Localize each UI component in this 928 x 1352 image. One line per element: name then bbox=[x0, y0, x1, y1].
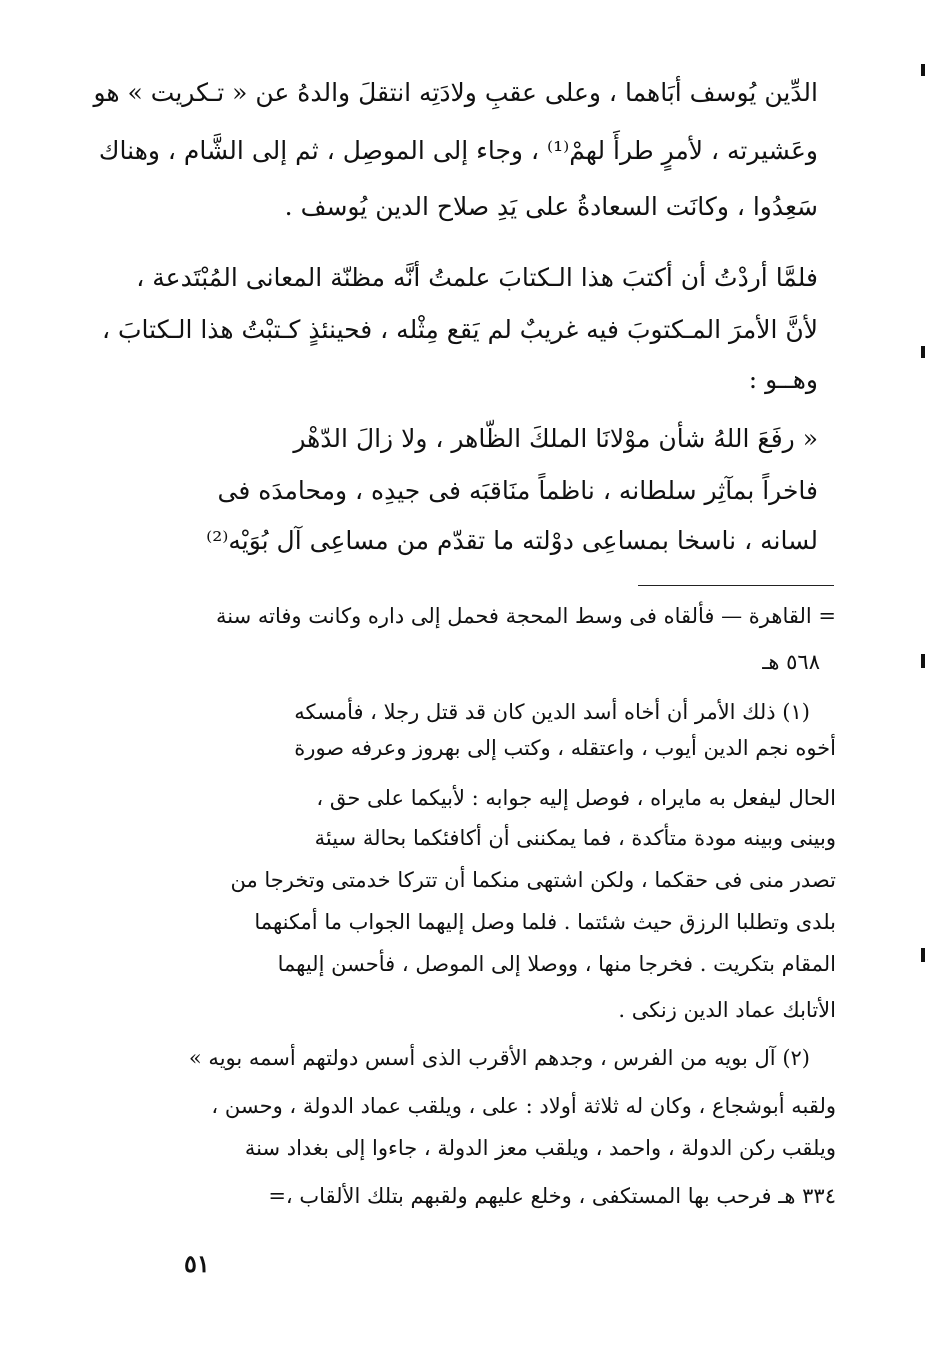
footnote-2-line: ولقبه أبوشجاع ، وكان له ثلاثة أولاد : على ، ويلقب عماد الدولة ، وحسن ، bbox=[211, 1094, 836, 1118]
footnote-2-line: ٣٣٤ هـ فرحب بها المستكفى ، وخلع عليهم ولقبهم بتلك الألقاب ،= bbox=[268, 1184, 836, 1208]
text-line: لسانه ، ناسخا بمساعِى دوْلته ما تقدّم من مساعِى آل بُوَيْه⁽²⁾ bbox=[206, 526, 818, 555]
margin-mark bbox=[921, 654, 925, 668]
footnote-1-line: المقام بتكريت . فخرجا منها ، ووصلا إلى الموصل ، فأحسن إليهما bbox=[277, 952, 836, 976]
footnote-1-line: الأتابك عماد الدين زنكى . bbox=[618, 998, 836, 1022]
footnote-2-line: (٢) آل بويه من الفرس ، وجدهم الأقرب الذى أسس دولتهم أسمه بويه » bbox=[188, 1046, 810, 1070]
page-number: ٥١ bbox=[184, 1249, 210, 1278]
footnote-1-line: أخوه نجم الدين أيوب ، واعتقله ، وكتب إلى بهروز وعرفه صورة bbox=[294, 736, 836, 760]
footnote-line: ٥٦٨ هـ bbox=[762, 650, 820, 674]
footnote-2-line: ويلقب ركن الدولة ، واحمد ، ويلقب معز الدولة ، جاءوا إلى بغداد سنة bbox=[244, 1136, 836, 1160]
text-line: الدِّين يُوسف أبَاهما ، وعلى عقبِ ولادَتِه انتقلَ والدهُ عن « تـكريت » هو bbox=[93, 78, 818, 107]
footnote-1-line: (١) ذلك الأمر أن أخاه أسد الدين كان قد قتل رجلا ، فأمسكه bbox=[294, 700, 810, 724]
text-line: لأنَّ الأمرَ المـكتوبَ فيه غريبٌ لم يَقع مِثْله ، فحينئذٍ كـتبْتُ هذا الـكتابَ ، bbox=[102, 315, 818, 344]
text-line: فاخراً بمآثِر سلطانه ، ناظماً منَاقبَه فى جيدِه ، ومحامدَه فى bbox=[217, 476, 818, 505]
text-line: « رفَعَ اللهُ شأن موْلانَا الملكَ الظّاهر ، ولا زالَ الدّهْر bbox=[293, 424, 818, 453]
text-line: وعَشيرته ، لأمرٍ طرأَ لهمْ⁽¹⁾ ، وجاء إلى الموصِل ، ثم إلى الشَّام ، وهناك bbox=[98, 136, 818, 165]
footnote-1-line: الحال ليفعل به مايراه ، فوصل إليه جوابه : لأبيكما على حق ، bbox=[316, 786, 836, 810]
footnote-1-line: بلدى وتطلبا الرزق حيث شئتما . فلما وصل إليهما الجواب ما أمكنهما bbox=[254, 910, 836, 934]
text-line: وهــو : bbox=[748, 365, 818, 394]
text-line: سَعِدُوا ، وكانَت السعادةُ على يَدِ صلاح الدين يُوسف . bbox=[284, 192, 818, 221]
footnote-1-line: تصدر منى فى حقكما ، ولكن اشتهى منكما أن تتركا خدمتى وتخرجا من bbox=[230, 868, 836, 892]
margin-mark bbox=[921, 948, 925, 962]
margin-mark bbox=[921, 64, 925, 76]
footnotes bbox=[172, 0, 836, 1240]
footnote-1-line: وبينى وبينه مودة متأكدة ، فما يمكننى أن أكافئكما بحالة سيئة bbox=[314, 826, 836, 850]
footnote-line: = القاهرة — فألقاه فى وسط المحجة فحمل إلى داره وكانت وفاته سنة bbox=[215, 604, 836, 628]
text-line: فلمَّا أردْتُ أن أكتبَ هذا الـكتابَ علمتُ أنَّه مظنّة المعانى المُبْتَدعة ، bbox=[136, 263, 818, 292]
margin-mark bbox=[921, 346, 925, 358]
